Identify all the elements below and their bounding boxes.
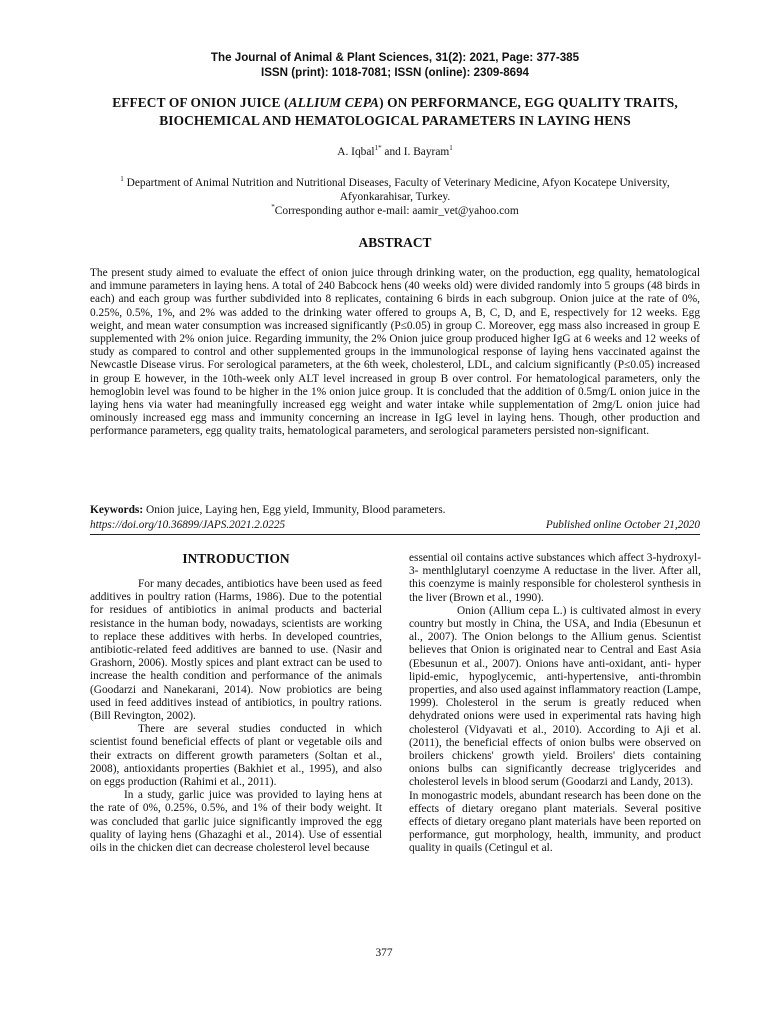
intro-paragraph-6: In monogastric models, abundant research has been done on the effects of dietary oregano plant materials. Several positive effects of dietary oregano plant materials have been reported on performance, gut morphology, health, immunity, and product quality in quails (Cetingul et al. [409, 789, 701, 855]
title-species: ALLIUM CEPA [288, 95, 380, 110]
abstract-heading: ABSTRACT [358, 235, 432, 250]
publication-date: Published online October 21,2020 [545, 519, 700, 531]
intro-paragraph-3: In a study, garlic juice was provided to laying hens at the rate of 0%, 0.25%, 0.5%, and 1% of their body weight. It was concluded that garlic juice significantly improved the egg quality of laying hens (Ghazaghi et al., 2014). Use of essential oils in the chicken diet can decrease cholesterol level because [90, 789, 382, 855]
journal-citation: The Journal of Animal & Plant Sciences, 31(2): 2021, Page: 377-385 [210, 51, 580, 64]
author-list [90, 145, 700, 159]
keywords-label: Keywords: [90, 504, 144, 516]
affiliation [90, 176, 700, 218]
paper-title [90, 94, 700, 130]
intro-paragraph-1: For many decades, antibiotics have been used as feed additives in poultry ration (Harms, 1986). Due to the potential for residues of antibiotics in animal products and bacterial resistance in the human body, nowadays, scientists are working to replace these additives with herbs. In developed countries, antibiotic-related feed additives are banned to use. (Nasir and Grashorn, 2006). Mostly spices and plant extract can be used to increase the health condition and performance of the animals (Goodarzi and Nanekarani, 2014). Now probiotics are being used in feed additives instead of antibiotics, in poultry rations. (Bill Revington, 2002). [90, 578, 382, 723]
corresponding-mark: * [271, 203, 275, 212]
author-2: and I. Bayram [381, 146, 450, 158]
intro-paragraph-4: essential oil contains active substances which affect 3-hydroxyl- 3- menthlglutaryl coenzyme A reductase in the liver. After all, this coenzyme is mainly responsible for cholesterol synthesis in the liver (Brown et al., 1990). [409, 552, 701, 604]
author-2-mark: 1 [449, 144, 453, 153]
affiliation-line-1 [90, 176, 700, 190]
intro-paragraph-2: There are several studies conducted in which scientist found beneficial effects of plant or vegetable oils and their extracts on different growth parameters (Soltan et al., 2008), antioxidants properties (Bakhiet et al., 1995), and also on eggs production (Rahimi et al., 2011). [90, 723, 382, 789]
affiliation-mark: 1 [120, 175, 124, 184]
column-right [409, 552, 701, 856]
abstract-text: The present study aimed to evaluate the effect of onion juice through drinking water, on the production, egg quality, hematological and immune parameters in laying hens. A total of 240 Babcock hens (40 weeks old) were divided randomly into 5 groups (48 birds in each) and each group was further subdivided into 8 replicates, containing 6 birds in each subgroup. Onion juice at the rate of 0%, 0.25%, 0.5%, 1%, and 2% was added to the drinking water offered to groups A, B, C, D, and E, respectively for 12 weeks. Egg weight, and mean water consumption was increased significantly (P≤0.05) in group C. Moreover, egg mass also increased in group E supplemented with 2% onion juice. Regarding immunity, the 2% Onion juice group produced higher IgG at 6 weeks and 12 weeks of study as compared to control and other supplemented groups in the immunological response of laying hens vaccinated against the Newcastle Disease virus. For serological parameters, at the 6th week, cholesterol, LDL, and calcium significantly (P≤0.05) increased in group E however, in the 10th-week only ALT level increased in group B over control. For hematological parameters, only the hemoglobin level was found to be higher in the 1% onion juice group. It is concluded that the addition of 0.5mg/L onion juice in the laying hens via water had meaningfully increased egg weight and water intake while supplementation of 2mg/L onion juice had ominously increased egg mass and immunity concerning an increase in IgG level in laying hens. Though, other production and performance parameters, egg quality traits, hematological parameters, and serological parameters persisted non-significant. [90, 267, 700, 438]
corresponding-email: Corresponding author e-mail: aamir_vet@yahoo.com [274, 205, 519, 217]
affiliation-text: Department of Animal Nutrition and Nutritional Diseases, Faculty of Veterinary Medicine, Afyon Kocatepe University, [123, 177, 670, 189]
introduction-heading: INTRODUCTION [182, 551, 290, 566]
keywords-text: Onion juice, Laying hen, Egg yield, Immunity, Blood parameters. [143, 504, 446, 516]
doi-row [90, 518, 700, 535]
doi-link[interactable]: https://doi.org/10.36899/JAPS.2021.2.0225 [90, 519, 286, 531]
author-1-mark: 1* [374, 144, 382, 153]
title-part-1: EFFECT OF ONION JUICE ( [112, 95, 289, 110]
author-1: A. Iqbal [337, 146, 375, 158]
page-number: 377 [375, 947, 393, 959]
column-left [90, 552, 382, 855]
keywords [90, 503, 700, 517]
corresponding-author [90, 204, 700, 218]
intro-paragraph-5: Onion (Allium cepa L.) is cultivated almost in every country but mostly in China, the USA, and India (Ebesunun et al., 2007). The Onion belongs to the Allium genus. Scientist believes that Onion is originated near to Central and East Asia (Ebesunun et al., 2007). Onions have anti-oxidant, anti- hyper lipid-emic, hypoglycemic, anti-hypertensive, anti-thrombin properties, and also used against inflammatory reaction (Lampe, 1999). Cholesterol in the serum is greatly reduced when dehydrated onions were used in experimental rats having high cholesterol (Vidyavati et al., 2010). According to Aji et al. (2011), the beneficial effects of onion bulbs were observed on broilers chickens' growth yield. Broilers' diets containing onions bulbs can significantly decrease triglycerides and cholesterol levels in blood serum (Goodarzi and Landy, 2013). [409, 604, 702, 789]
title-part-2: ) ON PERFORMANCE, EGG QUALITY TRAITS, BIOCHEMICAL AND HEMATOLOGICAL PARAMETERS IN LAYING HENS [159, 95, 678, 128]
affiliation-line-2: Afyonkarahisar, Turkey. [339, 191, 451, 203]
journal-issn: ISSN (print): 1018-7081; ISSN (online): 2309-8694 [260, 66, 530, 79]
